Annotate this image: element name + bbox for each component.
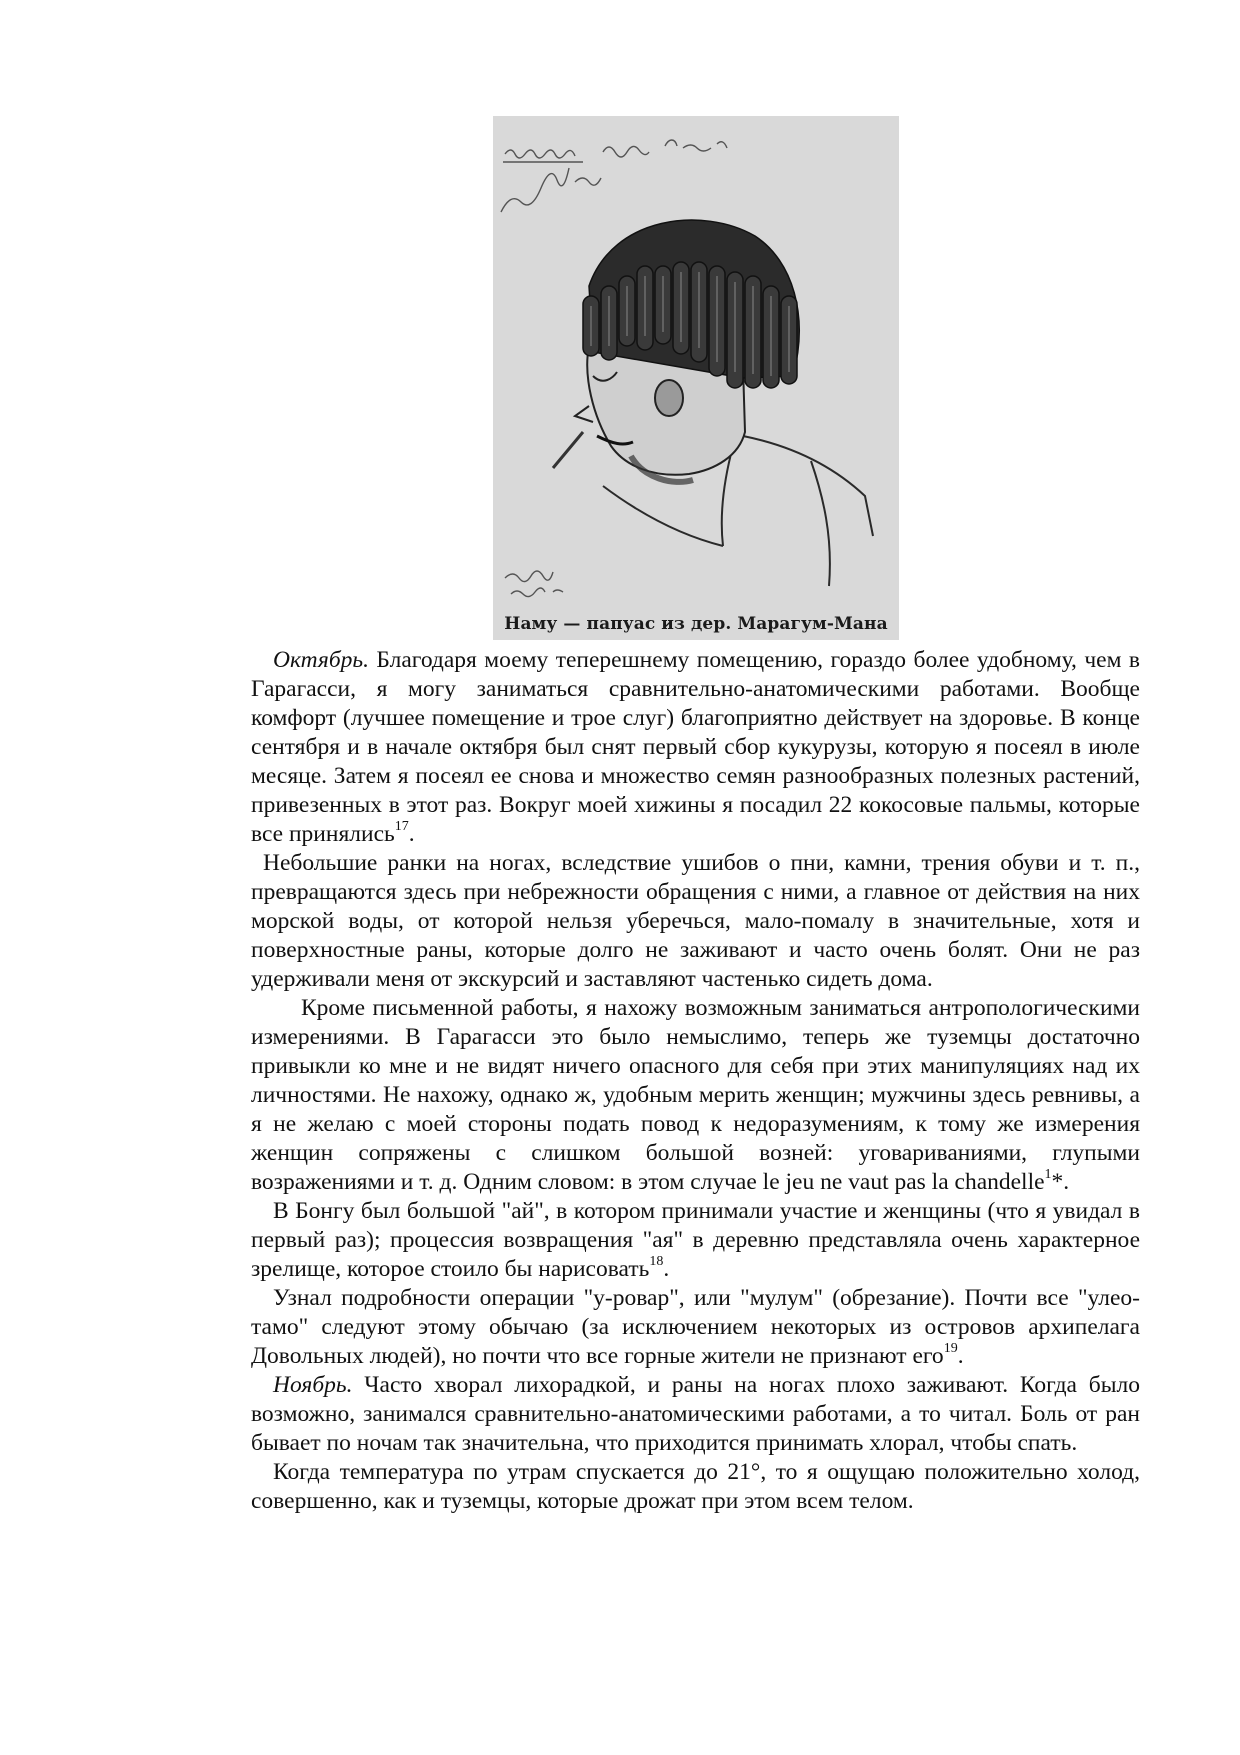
paragraph-text: Узнал подробности операции "у-ровар", или "мулум" (обрезание). Почти все "улео-тамо" следуют этому обычаю (за исключением некоторых из островов архипелага Довольных людей), но почти что все горные жители не признают его (251, 1285, 1140, 1369)
paragraph-wounds (251, 849, 1140, 994)
figure-caption: Наму — папуас из дер. Марагум-Мана (504, 614, 888, 634)
paragraph-bongu (251, 1197, 1140, 1284)
paragraph-text: Благодаря моему теперешнему помещению, гораздо более удобному, чем в Гарагасси, я могу заниматься сравнительно-анатомическими работами. Вообще комфорт (лучшее помещение и трое слуг) благоприятно действует на здоровье. В конце сентября и в начале октября был снят первый сбор кукурузы, которую я посеял в июле месяце. Затем я посеял ее снова и множество семян разнообразных полезных растений, привезенных в этот раз. Вокруг моей хижины я посадил 22 кокосовые пальмы, которые все принялись (251, 647, 1140, 847)
month-heading: Октябрь. (273, 647, 369, 673)
paragraph-tail: . (957, 1343, 964, 1369)
paragraph-october (251, 646, 1140, 849)
month-heading: Ноябрь. (273, 1372, 353, 1398)
portrait-sketch (493, 116, 899, 640)
paragraph-text: Небольшие ранки на ногах, вследствие ушибов о пни, камни, трения обуви и т. п., превращаются здесь при небрежности обращения с ними, а главное от действия на них морской воды, от которой нельзя уберечься, мало-помалу в значительные, хотя и поверхностные раны, которые долго не заживают и часто очень болят. Они не раз удерживали меня от экскурсий и заставляют частенько сидеть дома. (251, 850, 1140, 992)
footnote-ref: 19 (943, 1341, 958, 1357)
body-text (251, 646, 1140, 1516)
paragraph-measurements (251, 994, 1140, 1197)
paragraph-operation (251, 1284, 1140, 1371)
paragraph-text: В Бонгу был большой "ай", в котором принимали участие и женщины (что я увидал в первый раз); процессия возвращения "ая" в деревню представляла очень характерное зрелище, которое стоило бы нарисовать (251, 1198, 1140, 1282)
paragraph-text: Часто хворал лихорадкой, и раны на ногах плохо заживают. Когда было возможно, занимался сравнительно-анатомическими работами, а то читал. Боль от ран бывает по ночам так значительна, что приходится принимать хлорал, чтобы спать. (251, 1372, 1140, 1456)
footnote-ref: 17 (394, 819, 409, 835)
paragraph-temperature (251, 1458, 1140, 1516)
paragraph-tail: . (408, 821, 415, 847)
paragraph-text: Когда температура по утрам спускается до 21°, то я ощущаю положительно холод, совершенно, как и туземцы, которые дрожат при этом всем телом. (251, 1459, 1140, 1514)
paragraph-november (251, 1371, 1140, 1458)
paragraph-tail: . (663, 1256, 670, 1282)
paragraph-text: Кроме письменной работы, я нахожу возможным заниматься антропологическими измерениями. В Гарагасси это было немыслимо, теперь же туземцы достаточно привыкли ко мне и не видят ничего опасного для себя при этих манипуляциях над их личностями. Не нахожу, однако ж, удобным мерить женщин; мужчины здесь ревнивы, а я не желаю с моей стороны подать повод к недоразумениям, к тому же измерения женщин сопряжены с слишком большой возней: уговариваниями, глупыми возражениями и т. д. Одним словом: в этом случае le jeu ne vaut pas la chandelle (251, 995, 1140, 1195)
paragraph-tail: *. (1051, 1169, 1070, 1195)
footnote-ref: 1 (1044, 1167, 1052, 1183)
footnote-ref: 18 (649, 1254, 664, 1270)
portrait-figure (493, 116, 899, 640)
